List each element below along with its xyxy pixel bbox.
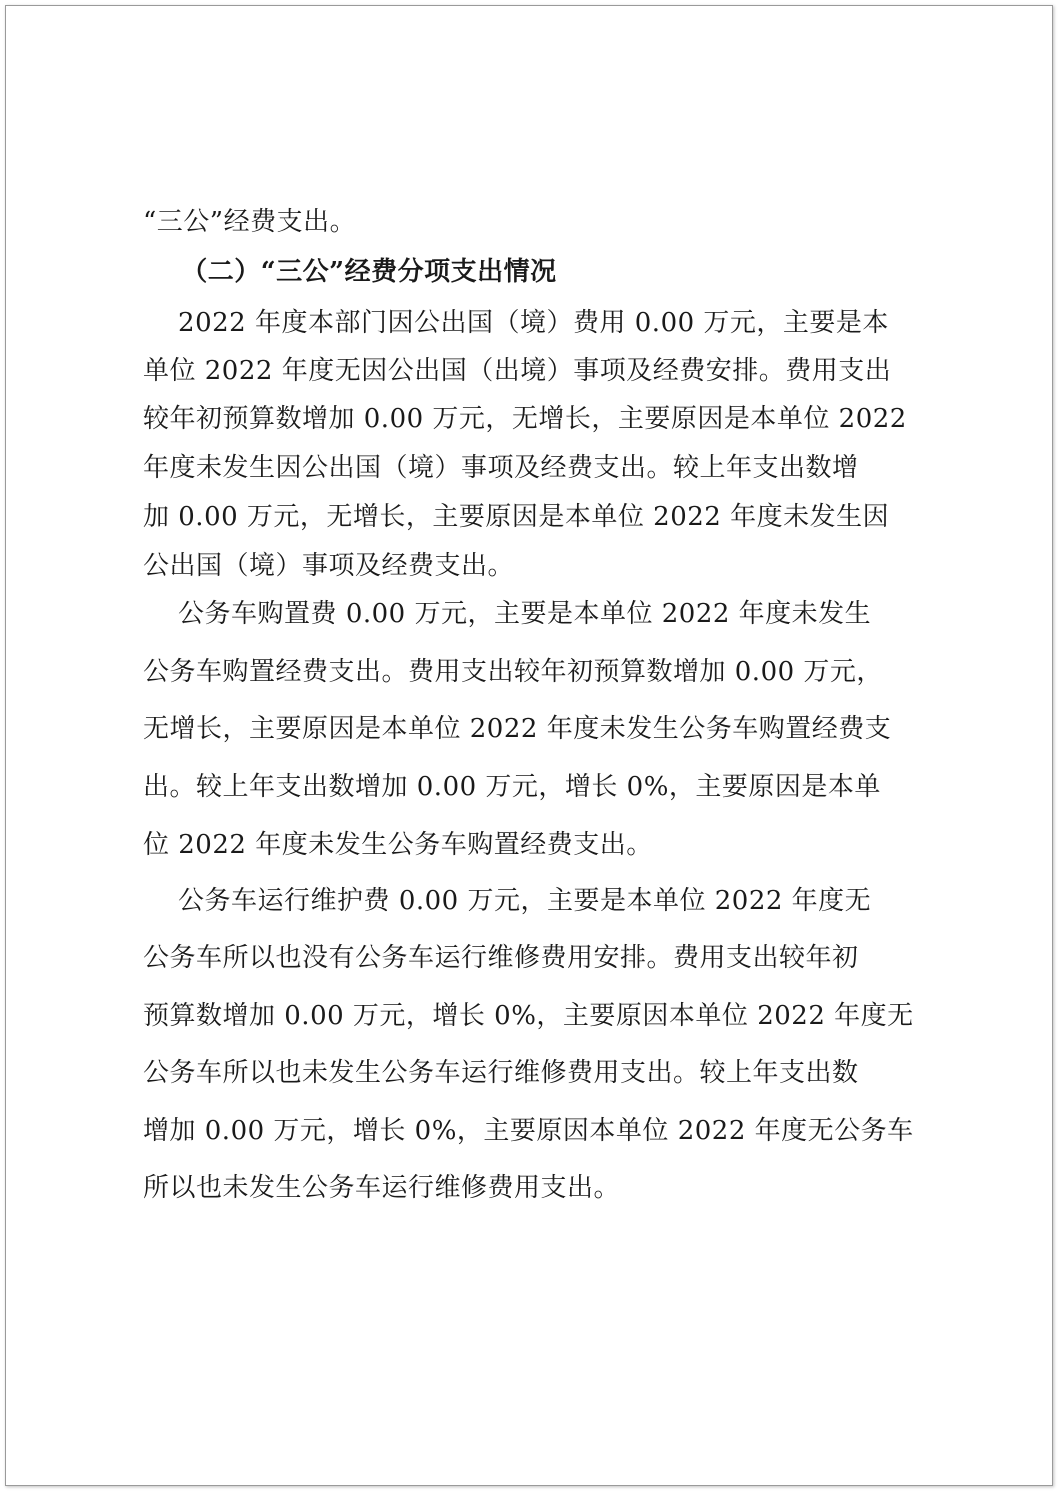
text-line: 公务车购置经费支出。费用支出较年初预算数增加 0.00 万元，: [143, 657, 883, 687]
text-line: 加 0.00 万元，无增长，主要原因是本单位 2022 年度未发生因: [143, 502, 890, 532]
text-line: 位 2022 年度未发生公务车购置经费支出。: [143, 830, 653, 860]
section-heading: （二）“三公”经费分项支出情况: [143, 257, 557, 287]
text-line: “三公”经费支出。: [143, 207, 357, 237]
text-line: 所以也未发生公务车运行维修费用支出。: [143, 1173, 621, 1203]
text-line: 公出国（境）事项及经费支出。: [143, 551, 515, 581]
document-body: [143, 0, 923, 1203]
text-line: 较年初预算数增加 0.00 万元，无增长，主要原因是本单位 2022: [143, 404, 907, 434]
text-line: 公务车所以也未发生公务车运行维修费用支出。较上年支出数: [143, 1058, 859, 1088]
text-line: 增加 0.00 万元，增长 0%，主要原因本单位 2022 年度无公务车: [143, 1116, 914, 1146]
text-line: 年度未发生因公出国（境）事项及经费支出。较上年支出数增: [143, 453, 859, 483]
text-line: 预算数增加 0.00 万元，增长 0%，主要原因本单位 2022 年度无: [143, 1001, 914, 1031]
text-line: 出。较上年支出数增加 0.00 万元，增长 0%，主要原因是本单: [143, 772, 881, 802]
text-line: 公务车购置费 0.00 万元，主要是本单位 2022 年度未发生: [143, 599, 872, 629]
text-line: 无增长，主要原因是本单位 2022 年度未发生公务车购置经费支: [143, 714, 892, 744]
text-line: 公务车运行维护费 0.00 万元，主要是本单位 2022 年度无: [143, 886, 872, 916]
text-line: 公务车所以也没有公务车运行维修费用安排。费用支出较年初: [143, 943, 859, 973]
text-line: 2022 年度本部门因公出国（境）费用 0.00 万元，主要是本: [143, 308, 889, 338]
text-line: 单位 2022 年度无因公出国（出境）事项及经费安排。费用支出: [143, 356, 892, 386]
